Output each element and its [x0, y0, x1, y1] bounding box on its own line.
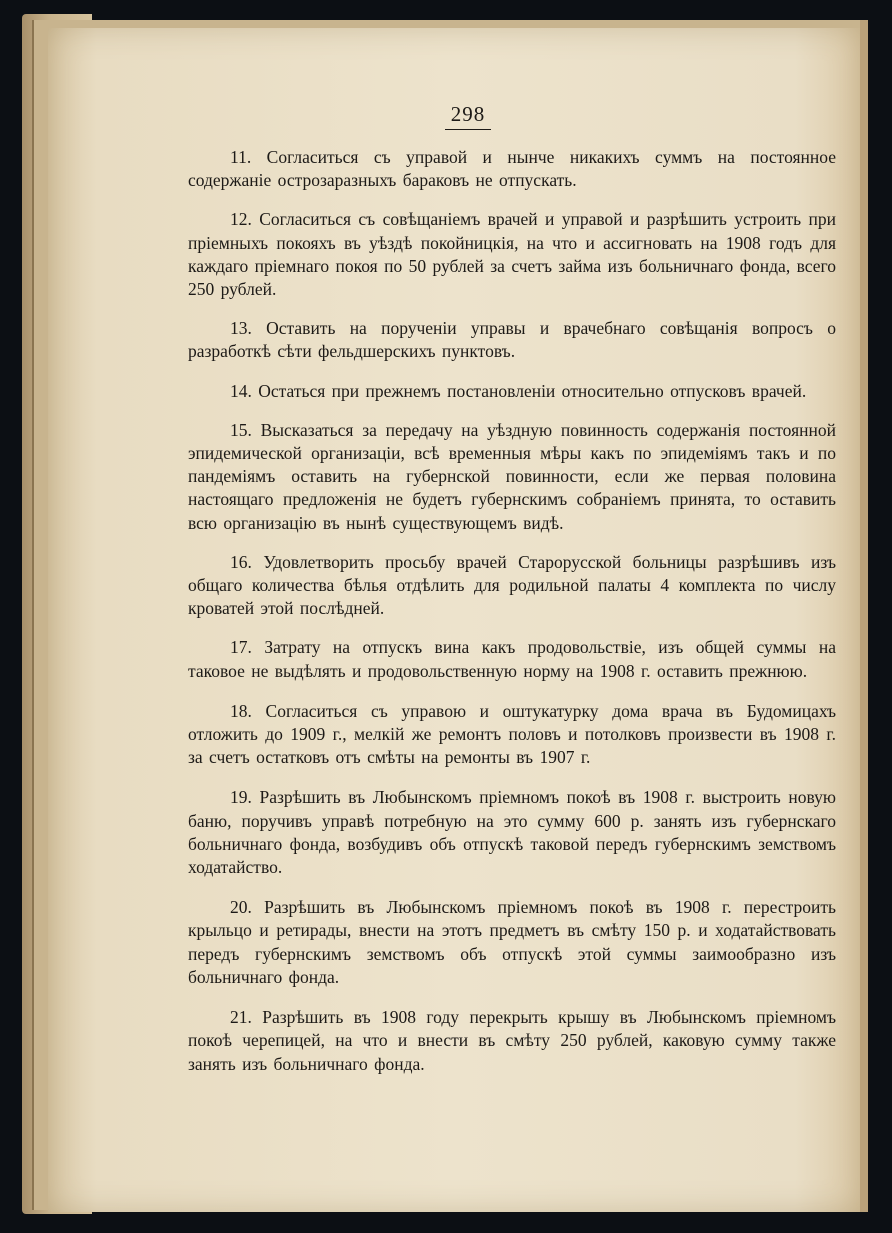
resolution-item-12: 12. Согласиться съ совѣщаніемъ врачей и управой и разрѣшить устроить при пріемныхъ покояхъ въ уѣздѣ покойницкія, на что и ассигновать на 1908 годъ для каждаго пріемнаго покоя по 50 рублей за счетъ займа изъ больничнаго фонда, всего 250 рублей.	[188, 209, 836, 300]
page-number-text: 298	[445, 102, 492, 130]
resolution-item-18: 18. Согласиться съ управою и оштукатурку дома врача въ Будомицахъ отложить до 1909 г., мелкій же ремонтъ половъ и потолковъ произвести въ 1908 г. за счетъ остатковъ отъ смѣты на ремонты въ 1907 г.	[188, 700, 836, 768]
resolution-item-14: 14. Остаться при прежнемъ постановленіи относительно отпусковъ врачей.	[230, 380, 807, 401]
document-page	[48, 28, 860, 1212]
resolution-item-17: 17. Затрату на отпускъ вина какъ продовольствіе, изъ общей суммы на таковое не выдѣлять и продовольственную норму на 1908 г. оставить прежнюю.	[188, 637, 836, 681]
resolution-item-20: 20. Разрѣшить въ Любынскомъ пріемномъ покоѣ въ 1908 г. перестроить крыльцо и ретирады, внести на этотъ предметъ въ смѣту 150 р. и ходатайствовать передъ губернскимъ земствомъ объ отпускѣ этой суммы заимообразно изъ больничнаго фонда.	[188, 897, 836, 987]
resolution-list	[188, 146, 836, 1093]
resolution-item-21: 21. Разрѣшить въ 1908 году перекрыть крышу въ Любынскомъ пріемномъ покоѣ черепицей, на что и внести въ смѣту 250 рублей, каковую сумму также занять изъ больничнаго фонда.	[188, 1007, 836, 1074]
resolution-item-16: 16. Удовлетворить просьбу врачей Старорусской больницы разрѣшивъ изъ общаго количества бѣлья отдѣлить для родильной палаты 4 комплекта по числу кроватей этой послѣдней.	[188, 551, 836, 619]
resolution-item-13: 13. Оставить на порученіи управы и врачебнаго совѣщанія вопросъ о разработкѣ сѣти фельдшерскихъ пунктовъ.	[188, 318, 836, 362]
resolution-item-15: 15. Высказаться за передачу на уѣздную повинность содержанія постоянной эпидемической организаціи, всѣ временныя мѣры какъ по эпидеміямъ такъ и по пандеміямъ оставить на губернской повинности, если же первая половина настоящаго предложенія не будетъ губернскимъ собраніемъ принята, то оставить всю организацію въ нынѣ существующемъ видѣ.	[188, 419, 836, 533]
resolution-item-11: 11. Согласиться съ управой и нынче никакихъ суммъ на постоянное содержаніе острозаразныхъ бараковъ не отпускать.	[188, 147, 836, 191]
page-number	[48, 102, 860, 130]
page-right-edge	[860, 20, 868, 1212]
resolution-item-19: 19. Разрѣшить въ Любынскомъ пріемномъ покоѣ въ 1908 г. выстроить новую баню, поручивъ управѣ потребную на это сумму 600 р. занять изъ губернскаго больничнаго фонда, возбудивъ объ отпускѣ таковой передъ губернскимъ земствомъ ходатайство.	[188, 787, 836, 878]
